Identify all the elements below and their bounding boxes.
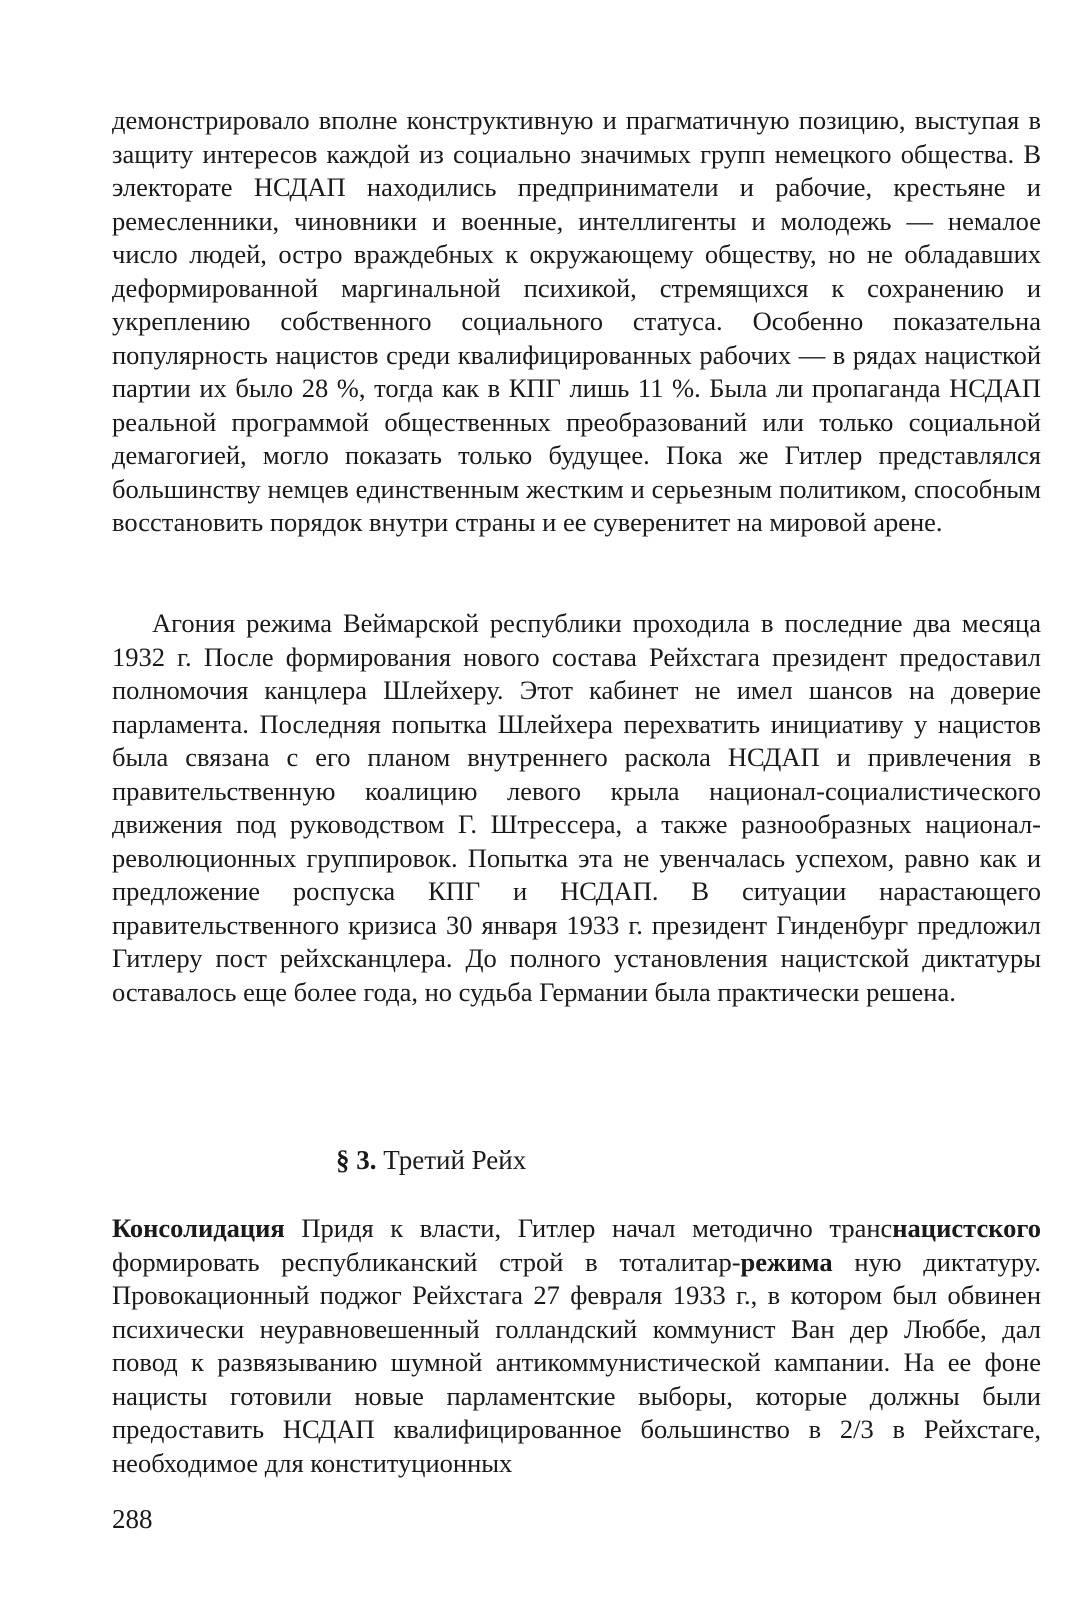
paragraph-2-text: Агония режима Веймарской республики проходила в последние два месяца 1932 г. После формирования нового состава Рейхстага президент предоставил полномочия канцлера Шлейхеру. Этот кабинет не имел шансов на доверие парламента. Последняя попытка Шлейхера перехватить инициативу у нацистов была связана с его планом внутреннего раскола НСДАП и привлечения в правительственную коалицию левого крыла национал-социалистического движения под руководством Г. Штрессера, а также разнообразных национал-революционных группировок. Попытка эта не увенчалась успехом, равно как и предложение роспуска КПГ и НСДАП. В ситуации нарастающего правительственного кризиса 30 января 1933 г. президент Гинденбург предложил Гитлеру пост рейхсканцлера. До полного установления нацистской диктатуры оставалось еще более года, но судьба Германии была практически решена. bbox=[112, 608, 1041, 1007]
sidenote-2: нацистского bbox=[892, 1213, 1041, 1243]
paragraph-1-text: демонстрировало вполне конструктивную и прагматичную позицию, выступая в защиту интересов каждой из социально значимых групп немецкого общества. В электорате НСДАП находились предприниматели и рабочие, крестьяне и ремесленники, чиновники и военные, интеллигенты и молодежь — немалое число людей, остро враждебных к окружающему обществу, но не обладавших деформированной маргинальной психикой, стремящихся к сохранению и укреплению собственного социального статуса. Особенно показательна популярность нацистов среди квалифицированных рабочих — в рядах нацисткой партии их было 28 %, тогда как в КПГ лишь 11 %. Была ли пропаганда НСДАП реальной программой общественных преобразований или только социальной демагогией, могло показать только будущее. Пока же Гитлер представлялся большинству немцев единственным жестким и серьезным политиком, способным восстановить порядок внутри страны и ее суверенитет на мировой арене. bbox=[112, 105, 1041, 537]
sidenote-3: режима bbox=[740, 1246, 833, 1277]
paragraph-2 bbox=[112, 607, 1041, 1009]
paragraph-3 bbox=[112, 1212, 1041, 1480]
section-title: Третий Рейх bbox=[383, 1145, 527, 1175]
section-heading bbox=[336, 1143, 526, 1177]
section-number: § 3. bbox=[336, 1145, 377, 1175]
paragraph-1 bbox=[112, 104, 1041, 540]
paragraph-3-part-3: ную диктатуру. Провокационный поджог Рейхстага 27 февраля 1933 г., в котором был обвинен психически неуравновешенный голландский коммунист Ван дер Люббе, дал повод к развязыванию шумной антикоммунистической кампании. На ее фоне нацисты готовили новые парламентские выборы, которые должны были предоставить НСДАП квалифицированное большинство в 2/3 в Рейхстаге, необходимое для конституционных bbox=[112, 1246, 1041, 1478]
sidenote-1: Консолидация bbox=[112, 1213, 285, 1243]
paragraph-3-part-1: Придя к власти, Гитлер начал методично транс bbox=[284, 1213, 893, 1243]
paragraph-3-text bbox=[112, 1212, 1041, 1480]
paragraph-3-part-2: формировать республиканский строй в тоталитар- bbox=[112, 1246, 741, 1277]
page-number: 288 bbox=[112, 1504, 153, 1534]
